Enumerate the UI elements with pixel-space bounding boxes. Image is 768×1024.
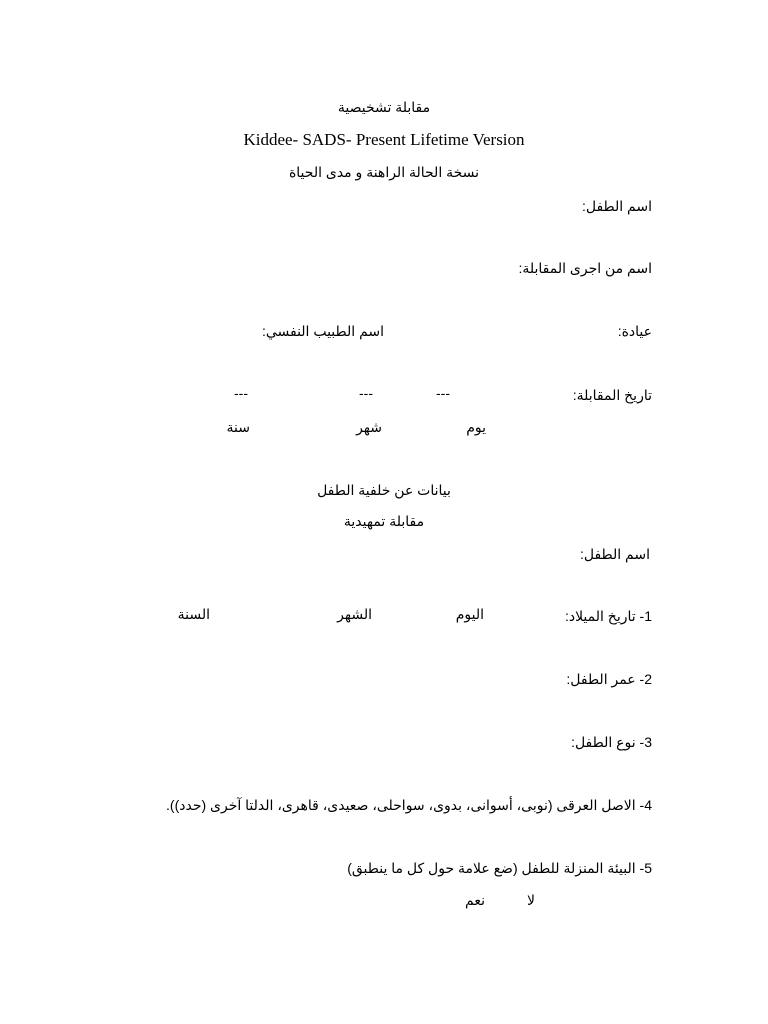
- date-year-unit: سنة: [226, 419, 250, 435]
- q1-day-label: اليوم: [455, 606, 484, 622]
- title-english: Kiddee- SADS- Present Lifetime Version: [243, 130, 525, 149]
- date-month-unit: شهر: [356, 419, 382, 435]
- background-subheading: مقابلة تمهيدية: [343, 513, 425, 529]
- subtitle-arabic: نسخة الحالة الراهنة و مدى الحياة: [288, 164, 480, 180]
- date-day-unit: يوم: [466, 419, 486, 435]
- q5-home-environment-label: 5- البيئة المنزلة للطفل (ضع علامة حول كل ما ينطبق): [347, 860, 652, 876]
- background-heading: بيانات عن خلفية الطفل: [317, 482, 451, 498]
- section-child-name-label: اسم الطفل:: [579, 546, 650, 562]
- date-day-blank: ---: [436, 385, 450, 401]
- q1-birth-date-label: 1- تاريخ الميلاد:: [564, 608, 652, 624]
- q1-year-label: السنة: [177, 606, 210, 622]
- q3-child-sex-label: 3- نوع الطفل:: [571, 734, 652, 750]
- q4-ethnic-origin-label: 4- الاصل العرقى (نوبى، أسوانى، بدوى، سواحلى، صعيدى، قاهرى، الدلتا آخرى (حدد)).: [166, 797, 652, 813]
- q5-option-yes: نعم: [465, 892, 485, 908]
- interviewer-name-label: اسم من اجرى المقابلة:: [518, 260, 652, 276]
- q1-month-label: الشهر: [337, 606, 372, 622]
- clinic-label: عيادة:: [617, 323, 652, 339]
- interview-date-label: تاريخ المقابلة:: [572, 387, 652, 403]
- date-month-blank: ---: [359, 385, 373, 401]
- q5-option-no: لا: [527, 892, 535, 908]
- date-year-blank: ---: [234, 385, 248, 401]
- q2-child-age-label: 2- عمر الطفل:: [566, 671, 652, 687]
- child-name-label: اسم الطفل:: [581, 198, 652, 214]
- psychiatrist-name-label: اسم الطبيب النفسي:: [261, 323, 384, 339]
- title-arabic: مقابلة تشخيصية: [337, 99, 431, 115]
